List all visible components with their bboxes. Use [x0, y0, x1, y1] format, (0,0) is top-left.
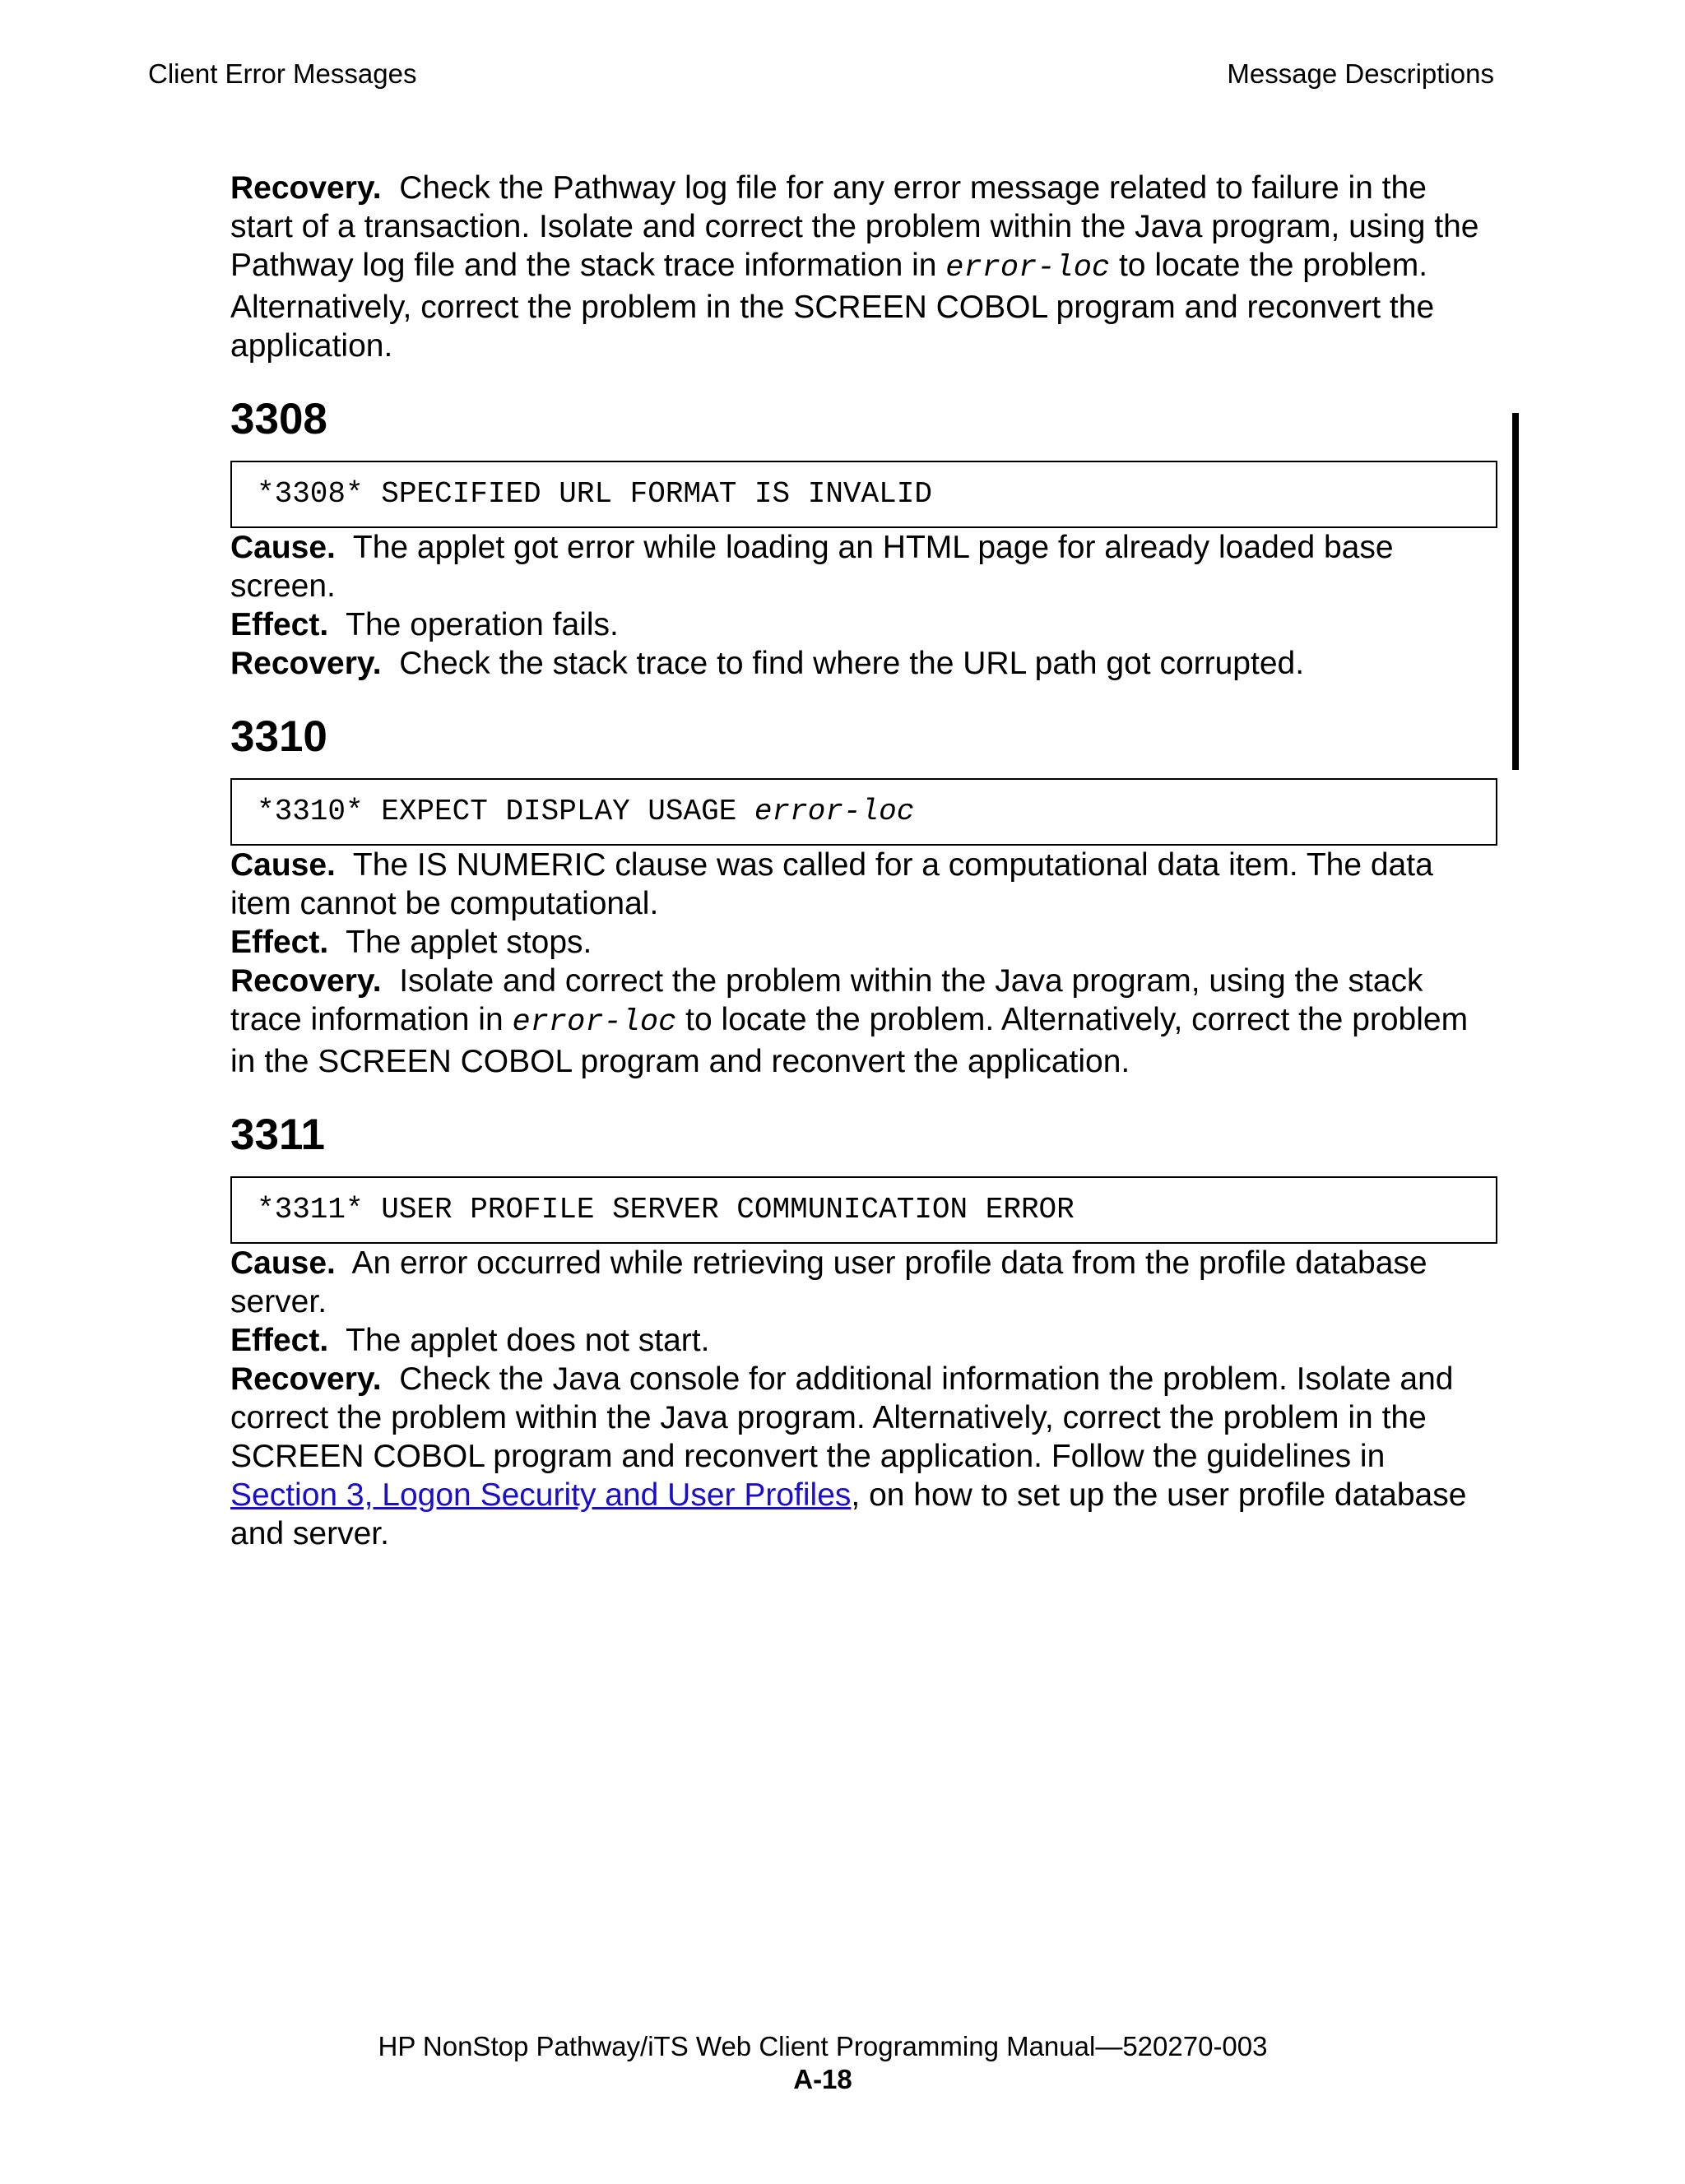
effect-text: The operation fails. [346, 607, 619, 642]
cause-label: Cause. [230, 1245, 336, 1281]
intro-text-1: Check the Pathway log file for any error message related to failure in the start of a transaction. Isolate and correct the problem within the Java program, using the Pathway log file and the stack trace information in [230, 170, 1479, 283]
recovery-3311 [230, 1360, 1497, 1553]
cause-3311 [230, 1244, 1497, 1321]
recovery-label: Recovery. [230, 1361, 382, 1397]
intro-recovery [230, 169, 1497, 365]
effect-label: Effect. [230, 925, 329, 960]
recovery-3308 [230, 644, 1497, 683]
effect-3311 [230, 1321, 1497, 1360]
footer-manual-title: HP NonStop Pathway/iTS Web Client Programming Manual—520270-003 [378, 2031, 1268, 2061]
message-number-3308: 3308 [230, 395, 327, 443]
effect-text: The applet does not start. [346, 1323, 710, 1358]
message-box-3311: *3311* USER PROFILE SERVER COMMUNICATION ERROR [230, 1176, 1497, 1244]
message-box-text: *3310* EXPECT DISPLAY USAGE [257, 795, 754, 828]
effect-label: Effect. [230, 1323, 329, 1358]
cause-text: An error occurred while retrieving user profile data from the profile database server. [230, 1245, 1427, 1319]
footer-page-number: A-18 [793, 2064, 852, 2094]
recovery-text: Check the stack trace to find where the URL path got corrupted. [399, 646, 1305, 681]
page-content [230, 169, 1497, 1553]
message-number-3310: 3310 [230, 712, 327, 761]
intro-code: error-loc [945, 251, 1111, 285]
recovery-text-1: Isolate and correct the problem within the Java program, using the stack trace information in [230, 963, 1423, 1037]
cause-label: Cause. [230, 530, 336, 565]
recovery-label: Recovery. [230, 170, 382, 206]
recovery-label: Recovery. [230, 963, 382, 999]
recovery-label: Recovery. [230, 646, 382, 681]
cause-text: The applet got error while loading an HTML page for already loaded base screen. [230, 530, 1394, 604]
intro-text-2: to locate the problem. Alternatively, correct the problem in the SCREEN COBOL program and reconvert the application. [230, 248, 1435, 364]
effect-text: The applet stops. [346, 925, 592, 960]
running-header-right: Message Descriptions [1227, 58, 1494, 89]
message-box-code: error-loc [754, 795, 915, 828]
effect-3308 [230, 605, 1497, 644]
change-bar [1512, 413, 1519, 770]
message-box-3310 [230, 778, 1497, 846]
effect-3310 [230, 923, 1497, 962]
recovery-3310 [230, 962, 1497, 1081]
recovery-code: error-loc [512, 1005, 677, 1040]
message-box-3308: *3308* SPECIFIED URL FORMAT IS INVALID [230, 461, 1497, 528]
cause-text: The IS NUMERIC clause was called for a computational data item. The data item cannot be computational. [230, 847, 1433, 921]
recovery-text-2: to locate the problem. Alternatively, correct the problem in the SCREEN COBOL program and reconvert the application. [230, 1002, 1469, 1079]
recovery-text-1: Check the Java console for additional information the problem. Isolate and correct the problem within the Java program. Alternatively, correct the problem in the SCREEN COBOL program and reconvert the application. Follow the guidelines in [230, 1361, 1454, 1474]
section-3-link[interactable]: Section 3, Logon Security and User Profiles [230, 1477, 852, 1513]
recovery-text-2: , on how to set up the user profile database and server. [230, 1477, 1467, 1551]
running-header-left: Client Error Messages [148, 58, 417, 89]
effect-label: Effect. [230, 607, 329, 642]
cause-3308 [230, 528, 1497, 605]
message-number-3311: 3311 [230, 1111, 325, 1159]
cause-label: Cause. [230, 847, 336, 883]
cause-3310 [230, 846, 1497, 923]
